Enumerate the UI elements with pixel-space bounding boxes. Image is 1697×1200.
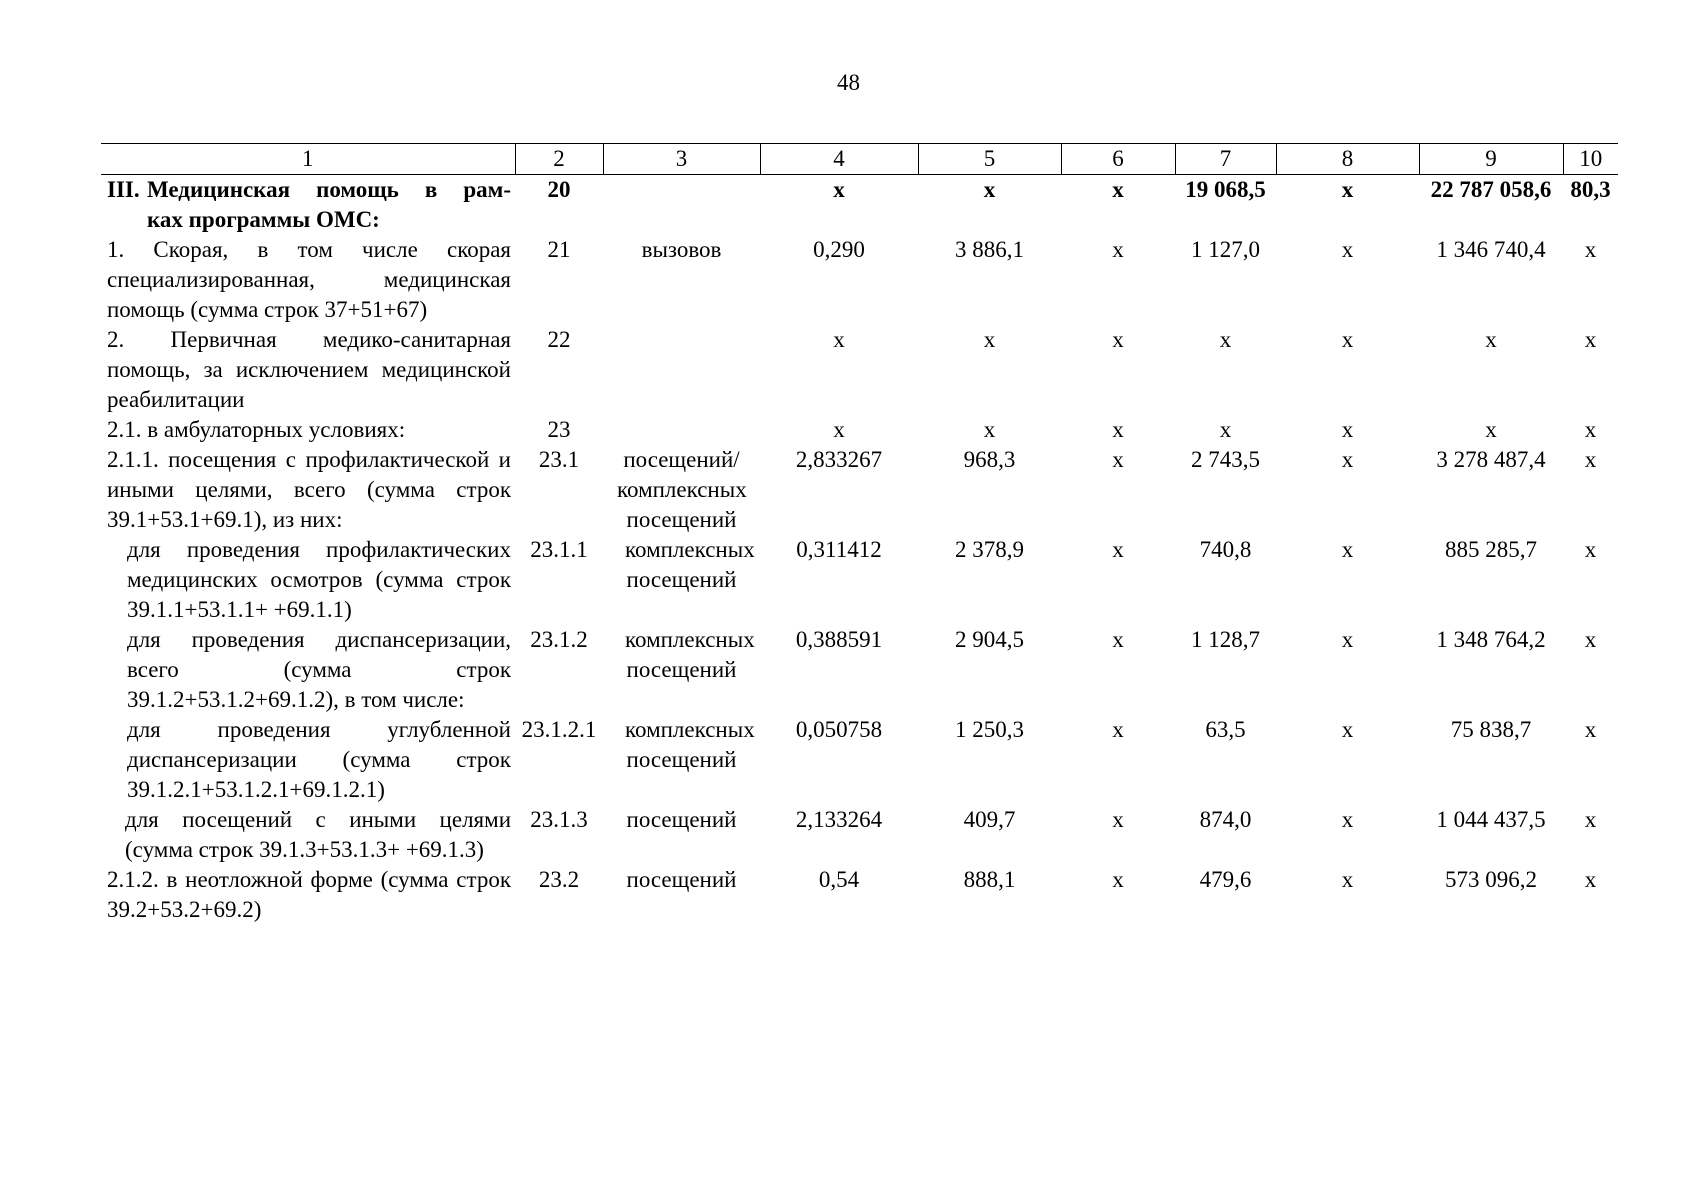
cell-col8: х — [1341, 447, 1354, 472]
cell-col5: 409,7 — [963, 807, 1016, 832]
cell-col9: 3 278 487,4 — [1436, 447, 1546, 472]
cell-col6: х — [1112, 537, 1124, 562]
cell-col4: 0,050758 — [795, 717, 883, 742]
column-header: 2 — [515, 144, 603, 175]
cell-col8: х — [1341, 537, 1354, 562]
cell-col10: х — [1584, 867, 1597, 892]
cell-col7: 1 128,7 — [1191, 627, 1260, 652]
cell-col7: 479,6 — [1199, 867, 1252, 892]
cell-col5: х — [983, 177, 996, 202]
row-unit: посещений — [626, 807, 737, 832]
cell-col6: х — [1112, 867, 1124, 892]
cell-col6: х — [1112, 717, 1124, 742]
cell-col7: 1 127,0 — [1191, 237, 1260, 262]
cell-col4: 0,290 — [813, 237, 865, 262]
cell-col4: 0,311412 — [796, 537, 882, 562]
cell-col9: 1 346 740,4 — [1436, 237, 1546, 262]
cell-col9: 22 787 058,6 — [1430, 177, 1552, 202]
cell-col8: х — [1341, 867, 1354, 892]
cell-col10: х — [1584, 447, 1597, 472]
cell-col7: х — [1219, 417, 1232, 442]
cell-col7: 63,5 — [1205, 717, 1246, 742]
cell-col4: 2,133264 — [795, 807, 883, 832]
table-row — [101, 235, 1618, 325]
column-header: 4 — [760, 144, 918, 175]
cell-col6: х — [1112, 447, 1124, 472]
table-row — [101, 865, 1618, 925]
cell-col4: 2,833267 — [795, 447, 883, 472]
cell-col5: 3 886,1 — [955, 237, 1024, 262]
row-name: 2.1. в амбулаторных условиях: — [107, 417, 406, 442]
row-code: 23.1.3 — [530, 807, 588, 832]
cell-col5: 888,1 — [963, 867, 1016, 892]
cell-col8: х — [1341, 237, 1354, 262]
cell-col7: 19 068,5 — [1185, 177, 1266, 202]
page-number: 48 — [837, 70, 860, 95]
column-number-header-row — [101, 144, 1618, 175]
cell-col6: х — [1112, 237, 1124, 262]
cell-col10: х — [1584, 717, 1597, 742]
cell-col9: 1 044 437,5 — [1436, 807, 1546, 832]
row-name: для проведения профилактических медицинских осмотров (сумма строк 39.1.1+53.1.1+ +69.1.1) — [127, 537, 511, 622]
row-code: 20 — [547, 177, 571, 202]
column-header: 8 — [1276, 144, 1419, 175]
cell-col10: х — [1584, 417, 1597, 442]
row-code: 21 — [547, 237, 571, 262]
cell-col9: 75 838,7 — [1450, 717, 1532, 742]
section-label: III. — [107, 177, 140, 202]
cell-col10: х — [1584, 537, 1597, 562]
row-name: 2.1.2. в неотложной форме (сумма строк 39.2+53.2+69.2) — [107, 867, 511, 922]
cell-col8: х — [1341, 627, 1354, 652]
cell-col7: х — [1219, 327, 1232, 352]
row-name: для посещений с иными целями (сумма строк 39.1.3+53.1.3+ +69.1.3) — [125, 807, 511, 862]
cell-col6: х — [1112, 417, 1124, 442]
row-name: 1. Скорая, в том числе скорая специализированная, медицинская помощь (сумма строк 37+51+67) — [107, 237, 511, 322]
cell-col9: х — [1485, 417, 1497, 442]
cell-col7: 874,0 — [1199, 807, 1252, 832]
cell-col8: х — [1341, 177, 1354, 202]
row-name-line: ках программы ОМС: — [147, 207, 380, 232]
cell-col4: х — [833, 327, 845, 352]
row-name: 2.1.1. посещения с профилактической и иными целями, всего (сумма строк 39.1+53.1+69.1), из них: — [107, 447, 511, 532]
row-unit — [603, 415, 760, 445]
cell-col6: х — [1112, 327, 1124, 352]
row-unit: посещений/ комплексных посещений — [617, 447, 747, 532]
table-row — [101, 535, 1618, 625]
data-table — [101, 143, 1618, 925]
cell-col5: х — [983, 327, 996, 352]
row-unit: посещений — [626, 867, 737, 892]
row-unit — [603, 325, 760, 415]
table-row — [101, 325, 1618, 415]
cell-col4: 0,54 — [818, 867, 860, 892]
table-row — [101, 805, 1618, 865]
cell-col5: 2 378,9 — [955, 537, 1024, 562]
cell-col5: 968,3 — [963, 447, 1016, 472]
cell-col6: х — [1112, 807, 1124, 832]
cell-col9: 573 096,2 — [1445, 867, 1537, 892]
column-header: 5 — [918, 144, 1061, 175]
cell-col8: х — [1341, 327, 1354, 352]
cell-col4: 0,388591 — [795, 627, 883, 652]
row-code: 22 — [547, 327, 571, 352]
row-name — [101, 175, 515, 236]
cell-col4: х — [833, 417, 845, 442]
row-unit: комплексных посещений — [625, 717, 755, 772]
cell-col7: 2 743,5 — [1191, 447, 1260, 472]
cell-col10: х — [1584, 627, 1597, 652]
cell-col4: х — [833, 177, 845, 202]
cell-col8: х — [1341, 717, 1354, 742]
cell-col8: х — [1341, 417, 1354, 442]
cell-col9: х — [1485, 327, 1497, 352]
cell-col5: 1 250,3 — [955, 717, 1024, 742]
row-code: 23.2 — [538, 867, 580, 892]
row-name-line: Медицинская помощь в рам- — [147, 177, 511, 202]
column-header: 3 — [603, 144, 760, 175]
column-header: 1 — [101, 144, 515, 175]
column-header: 9 — [1419, 144, 1563, 175]
table-row — [101, 175, 1618, 236]
column-header: 6 — [1061, 144, 1175, 175]
column-header: 10 — [1563, 144, 1618, 175]
row-code: 23.1 — [538, 447, 580, 472]
cell-col9: 1 348 764,2 — [1436, 627, 1546, 652]
cell-col9: 885 285,7 — [1445, 537, 1537, 562]
cell-col6: х — [1112, 177, 1124, 202]
table-row — [101, 625, 1618, 715]
row-name: 2. Первичная медико-санитарная помощь, за исключением медицинской реабилитации — [107, 327, 511, 412]
row-code: 23 — [547, 417, 571, 442]
row-code: 23.1.1 — [530, 537, 588, 562]
column-header: 7 — [1175, 144, 1276, 175]
row-unit: вызовов — [641, 237, 722, 262]
cell-col10: х — [1584, 807, 1597, 832]
row-code: 23.1.2.1 — [521, 717, 597, 742]
row-unit: комплексных посещений — [625, 537, 755, 592]
row-code: 23.1.2 — [530, 627, 588, 652]
cell-col5: х — [983, 417, 996, 442]
cell-col10: х — [1584, 327, 1597, 352]
row-name: для проведения диспансеризации, всего (сумма строк 39.1.2+53.1.2+69.1.2), в том числе: — [127, 627, 511, 712]
row-unit: комплексных посещений — [625, 627, 755, 682]
cell-col8: х — [1341, 807, 1354, 832]
cell-col5: 2 904,5 — [955, 627, 1024, 652]
table-row — [101, 715, 1618, 805]
cell-col10: х — [1584, 237, 1597, 262]
cell-col10: 80,3 — [1570, 177, 1611, 202]
cell-col7: 740,8 — [1199, 537, 1252, 562]
cell-col6: х — [1112, 627, 1124, 652]
table-row — [101, 415, 1618, 445]
row-unit — [603, 175, 760, 236]
row-name: для проведения углубленной диспансеризации (сумма строк 39.1.2.1+53.1.2.1+69.1.2.1) — [127, 717, 511, 802]
table-row — [101, 445, 1618, 535]
